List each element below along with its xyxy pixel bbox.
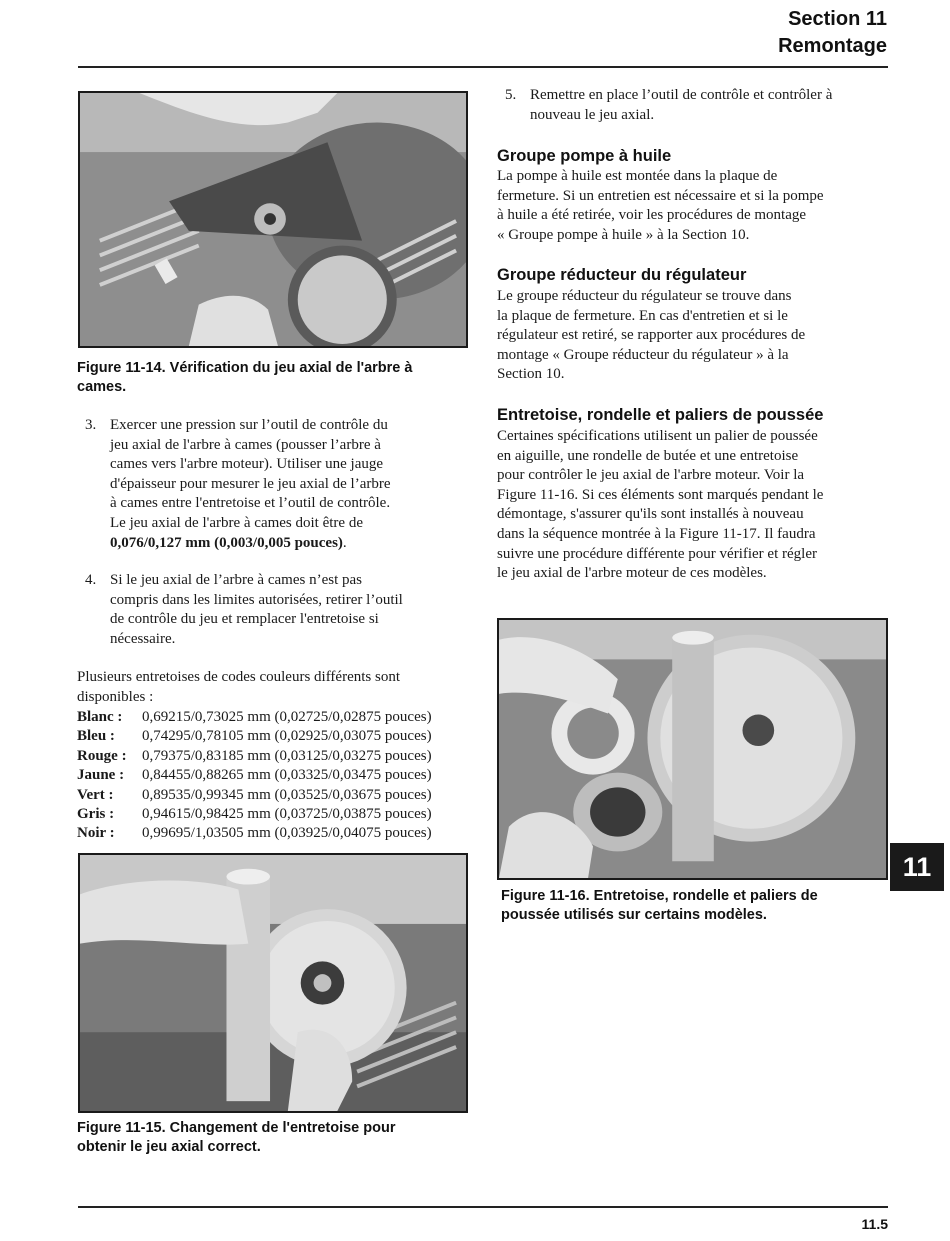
caption-line: poussée utilisés sur certains modèles. xyxy=(501,907,767,923)
para-line: Le groupe réducteur du régulateur se trouve dans xyxy=(497,288,792,304)
step-5 xyxy=(505,86,905,128)
step-number: 4. xyxy=(85,572,97,588)
step-line: Exercer une pression sur l’outil de contrôle du xyxy=(110,417,388,433)
header-rule xyxy=(78,66,888,68)
step-number: 5. xyxy=(505,87,517,103)
section-header xyxy=(778,6,887,60)
spacer-color: Gris : xyxy=(77,805,115,822)
caption-line: cames. xyxy=(77,379,127,395)
spacer-value: 0,99695/1,03505 mm (0,03925/0,04075 pouces) xyxy=(142,825,432,842)
para-line: démontage, s'assurer qu'ils sont installés à nouveau xyxy=(497,506,804,523)
step-line: jeu axial de l'arbre à cames (pousser l’arbre à xyxy=(110,436,381,453)
step-line: nouveau le jeu axial. xyxy=(530,106,655,123)
para-line: régulateur est retiré, se rapporter aux procédures de xyxy=(497,327,806,344)
step-end: . xyxy=(342,534,347,551)
thrust-heading: Entretoise, rondelle et paliers de poussée xyxy=(497,406,824,424)
spacer-value: 0,84455/0,88265 mm (0,03325/0,03475 pouces) xyxy=(142,767,432,784)
step-3 xyxy=(85,416,475,556)
para-line: à huile a été retirée, voir les procédures de montage xyxy=(497,207,807,224)
spacer-value: 0,74295/0,78105 mm (0,02925/0,03075 pouces) xyxy=(142,728,432,745)
step-line: nécessaire. xyxy=(110,630,176,647)
spacer-value: 0,94615/0,98425 mm (0,03725/0,03875 pouces) xyxy=(142,805,432,822)
step-line: d'épaisseur pour mesurer le jeu axial de l’arbre xyxy=(110,475,391,492)
caption-line: Figure 11-14. Vérification du jeu axial de l'arbre à xyxy=(77,360,413,376)
step-line: compris dans les limites autorisées, retirer l’outil xyxy=(110,591,403,608)
footer-rule xyxy=(78,1206,888,1208)
para-line: montage « Groupe réducteur du régulateur » à la xyxy=(497,346,789,363)
step-line: à cames entre l'entretoise et l’outil de contrôle. xyxy=(110,495,391,512)
spacers-intro xyxy=(77,668,477,707)
governor-heading: Groupe réducteur du régulateur xyxy=(497,266,747,284)
page-number: 11.5 xyxy=(861,1216,888,1232)
spacer-color: Noir : xyxy=(77,825,115,842)
figure-11-14-caption xyxy=(77,359,472,397)
spacer-value: 0,69215/0,73025 mm (0,02725/0,02875 pouces) xyxy=(142,709,432,725)
para-line: dans la séquence montrée à la Figure 11-17. Il faudra xyxy=(497,525,816,542)
para-line: « Groupe pompe à huile » à la Section 10. xyxy=(497,226,750,243)
caption-line: obtenir le jeu axial correct. xyxy=(77,1139,261,1155)
spacer-value: 0,79375/0,83185 mm (0,03125/0,03275 pouces) xyxy=(142,747,432,764)
para-line: disponibles : xyxy=(77,688,154,705)
spacer-color: Bleu : xyxy=(77,728,115,745)
para-line: en aiguille, une rondelle de butée et une entretoise xyxy=(497,447,799,464)
thrust-body xyxy=(497,427,897,584)
para-line: Certaines spécifications utilisent un palier de poussée xyxy=(497,428,818,444)
section-tab: 11 xyxy=(890,843,944,891)
figure-11-15-photo xyxy=(78,853,468,1113)
para-line: La pompe à huile est montée dans la plaque de xyxy=(497,168,778,184)
step-line: de contrôle du jeu et remplacer l'entretoise si xyxy=(110,611,379,628)
step-number: 3. xyxy=(85,417,97,433)
step-line: Si le jeu axial de l’arbre à cames n’est pas xyxy=(110,572,362,588)
section-number: Section 11 xyxy=(788,8,887,30)
para-line: suivre une procédure différente pour vérifier et régler xyxy=(497,545,817,562)
endplay-spec-value: 0,076/0,127 mm (0,003/0,005 pouces) xyxy=(110,534,343,551)
caption-line: Figure 11-15. Changement de l'entretoise pour xyxy=(77,1120,396,1136)
spacer-color: Vert : xyxy=(77,786,114,803)
step-line: Remettre en place l’outil de contrôle et contrôler à xyxy=(530,87,833,103)
para-line: Section 10. xyxy=(497,366,565,383)
spacer-value: 0,89535/0,99345 mm (0,03525/0,03675 pouces) xyxy=(142,786,432,803)
para-line: la plaque de fermeture. En cas d'entretien et si le xyxy=(497,307,788,324)
para-line: le jeu axial de l'arbre moteur de ces modèles. xyxy=(497,565,767,582)
step-line: cames vers l'arbre moteur). Utiliser une jauge xyxy=(110,456,384,473)
governor-body xyxy=(497,287,897,385)
para-line: pour contrôler le jeu axial de l'arbre moteur. Voir la xyxy=(497,467,805,484)
para-line: fermeture. Si un entretien est nécessaire et si la pompe xyxy=(497,187,824,204)
spacer-color: Jaune : xyxy=(77,767,125,784)
step-line: Le jeu axial de l'arbre à cames doit être de xyxy=(110,514,363,531)
spacer-color: Rouge : xyxy=(77,747,127,764)
oil-pump-heading: Groupe pompe à huile xyxy=(497,147,672,165)
oil-pump-body xyxy=(497,167,897,245)
caption-line: Figure 11-16. Entretoise, rondelle et paliers de xyxy=(501,888,818,904)
para-line: Figure 11-16. Si ces éléments sont marqués pendant le xyxy=(497,486,824,503)
spacer-color: Blanc : xyxy=(77,709,123,725)
figure-11-16-caption-lines xyxy=(501,887,886,925)
figure-11-16-photo xyxy=(497,618,888,880)
figure-11-15-caption xyxy=(77,1119,472,1157)
step-4 xyxy=(85,571,475,651)
para-line: Plusieurs entretoises de codes couleurs différents sont xyxy=(77,669,400,685)
figure-11-14-photo xyxy=(78,91,468,348)
section-title: Remontage xyxy=(778,35,887,57)
